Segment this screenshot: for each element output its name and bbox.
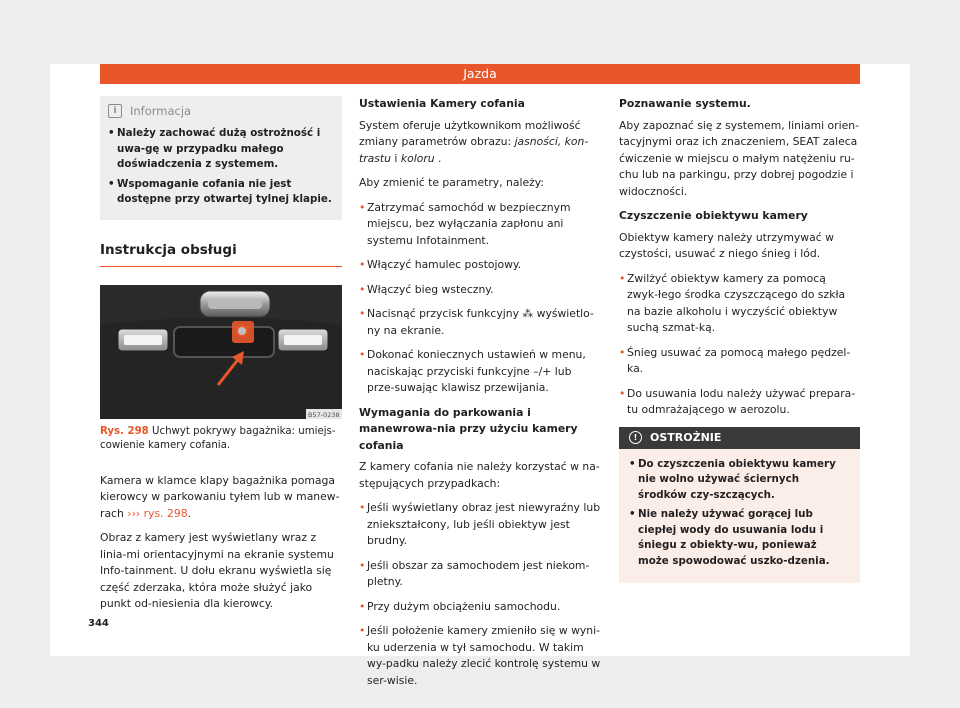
figure-reference-link[interactable]: rys. 298 [143, 506, 188, 520]
list-item: • Jeśli wyświetlany obraz jest niewyraźny lub zniekształcony, lub jeśli obiektyw jest brudny. [359, 501, 601, 547]
warning-icon: ! [629, 431, 642, 444]
info-item: • Wspomaganie cofania nie jest dostępne przy otwartej tylnej klapie. [108, 177, 332, 205]
info-item: • Należy zachować dużą ostrożność i uwa-gę w przypadku małego doświadczenia z systemem. [108, 127, 321, 170]
paragraph: System oferuje użytkownikom możliwość zmiany parametrów obrazu: jasności, kon-trastu i koloru . [359, 118, 589, 165]
list-item: • Zwilżyć obiektyw kamery za pomocą zwyk-łego środka czyszczącego do szkła na bazie alkoholu i wyczyścić obiektyw suchą szmat-ką. [619, 271, 846, 334]
list-item: • Włączyć hamulec postojowy. [359, 258, 522, 271]
warning-box-header [619, 427, 860, 449]
figure-image [100, 285, 342, 419]
column-3 [619, 96, 860, 583]
info-box [100, 96, 342, 220]
subheading: Wymagania do parkowania i manewrowa-nia przy użyciu kamery cofania [359, 405, 578, 452]
list-item: • Przy dużym obciążeniu samochodu. [359, 599, 561, 613]
subheading: Poznawanie systemu. [619, 97, 751, 110]
list-item: • Do usuwania lodu należy używać prepara-tu odmrażającego w aerozolu. [619, 386, 856, 416]
list-item: • Włączyć bieg wsteczny. [359, 282, 494, 296]
figure-code: B57-0238 [308, 410, 340, 419]
figure-label: Rys. 298 [100, 425, 149, 437]
list-item: • Dokonać koniecznych ustawień w menu, naciskając przyciski funkcyjne –/+ lub prze-suwając klawisz przewijania. [359, 348, 586, 394]
info-box-title: Informacja [130, 104, 192, 118]
list-item: • Zatrzymać samochód w bezpiecznym miejscu, bez wyłączania zapłonu ani systemu Infotainment. [359, 200, 571, 247]
warning-box-title: OSTROŻNIE [650, 431, 722, 444]
warning-item: • Nie należy używać gorącej lub ciepłej wody do usuwania lodu i śniegu z obiekty-wu, ponieważ może spowodować uszko-dzenia. [629, 508, 830, 567]
subheading: Ustawienia Kamery cofania [359, 97, 525, 110]
section-title: Instrukcja obsługi [100, 242, 342, 267]
page-number: 344 [88, 618, 109, 629]
paragraph: Z kamery cofania nie należy korzystać w na-stępujących przypadkach: [359, 460, 600, 490]
list-item: • Nacisnąć przycisk funkcyjny ⁂ wyświetlo-ny na ekranie. [359, 307, 594, 337]
figure-caption: Rys. 298 Uchwyt pokrywy bagażnika: umiejs-cowienie kamery cofania. [100, 425, 336, 451]
column-1 [100, 96, 342, 621]
paragraph: Kamera w klamce klapy bagażnika pomaga kierowcy w parkowaniu tyłem lub w manew-rach ››› rys. 298. [100, 473, 340, 520]
warning-box-body [619, 449, 860, 584]
paragraph: Aby zapoznać się z systemem, liniami orien-tacyjnymi oraz ich znaczeniem, SEAT zaleca ćwiczenie w miejscu o małym natężeniu ru-chu lub na parkingu, przy dobrej pogodzie i widoczności. [619, 118, 859, 198]
warning-item: • Do czyszczenia obiektywu kamery nie wolno używać ściernych środków czy-szczących. [629, 457, 836, 501]
warning-box [619, 427, 860, 584]
subheading: Czyszczenie obiektywu kamery [619, 209, 808, 222]
paragraph: Aby zmienić te parametry, należy: [359, 176, 545, 189]
list-item: • Jeśli położenie kamery zmieniło się w wyni-ku uderzenia w tył samochodu. W takim wy-padku należy zlecić kontrolę systemu w ser-wisie. [359, 624, 601, 687]
list-item: • Jeśli obszar za samochodem jest niekom-pletny. [359, 558, 590, 588]
list-item: • Śnieg usuwać za pomocą małego pędzel-ka. [619, 345, 851, 375]
tailgate-handle-photo [100, 285, 342, 419]
info-icon: i [108, 104, 122, 118]
paragraph: Obiektyw kamery należy utrzymywać w czystości, usuwać z niego śnieg i lód. [619, 230, 834, 260]
chapter-header: Jazda [100, 64, 860, 84]
paragraph: Obraz z kamery jest wyświetlany wraz z linia-mi orientacyjnymi na ekranie systemu Info-tainment. U dołu ekranu wyświetla się część zderzaka, która może służyć jako punkt od-niesienia dla kierowcy. [100, 531, 334, 610]
info-box-header [108, 102, 334, 120]
column-2 [359, 96, 601, 697]
